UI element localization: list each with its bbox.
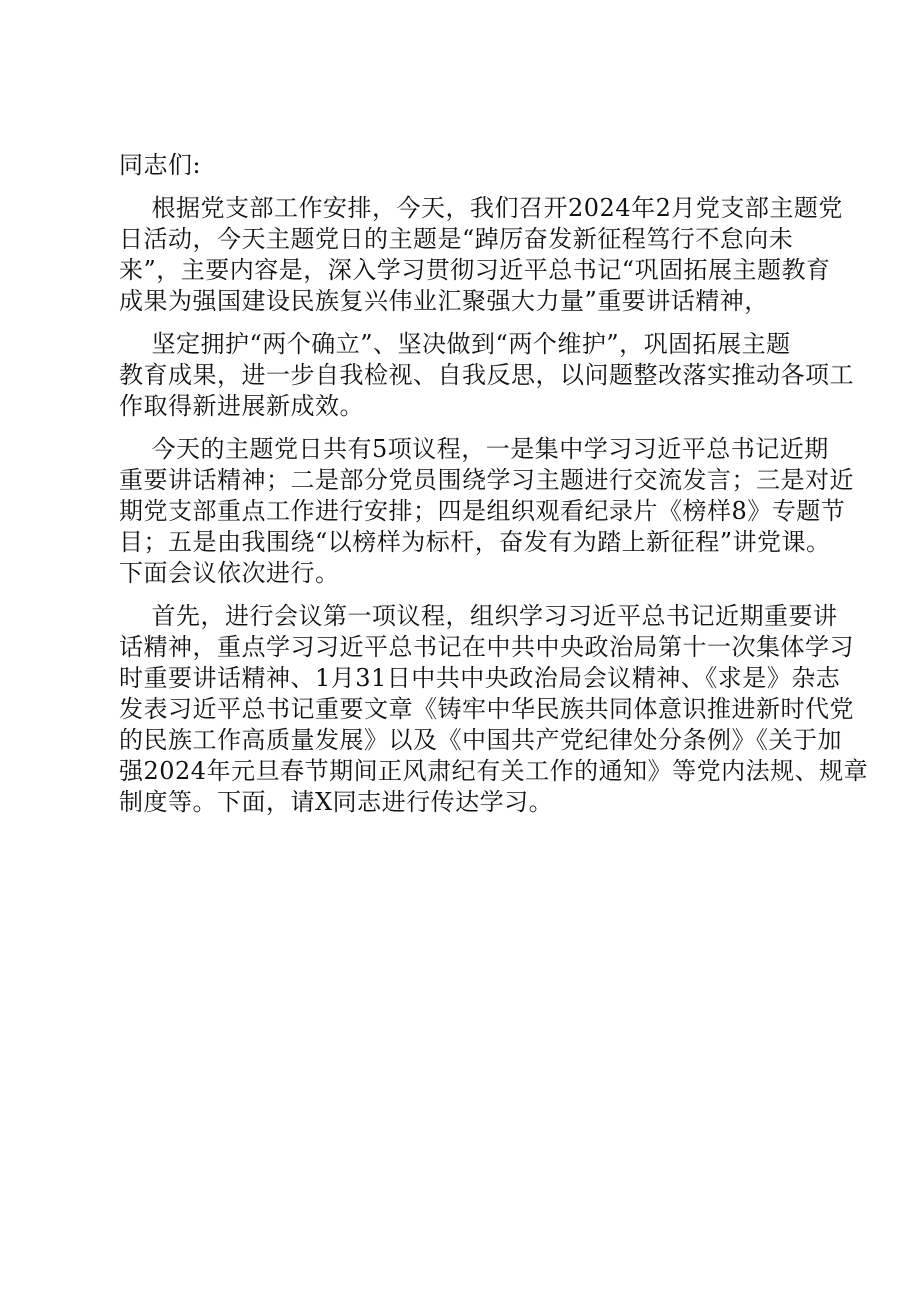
- paragraph: [119, 434, 854, 589]
- paragraph-line: 成果为强国建设民族复兴伟业汇聚强大力量”重要讲话精神，: [119, 287, 769, 315]
- paragraph: [119, 193, 843, 317]
- paragraph-line: 来”，主要内容是，深入学习贯彻习近平总书记“巩固拓展主题教育: [119, 256, 831, 284]
- paragraph: [119, 601, 869, 818]
- paragraph-line: 时重要讲话精神、1月31日中共中央政治局会议精神、《求是》杂志: [119, 664, 841, 692]
- paragraph-line: 的民族工作高质量发展》以及《中国共产党纪律处分条例》《关于加: [119, 726, 842, 754]
- paragraph-line: 根据党支部工作安排，今天，我们召开2024年2月党支部主题党: [119, 194, 843, 222]
- paragraph-gap: [119, 181, 819, 193]
- paragraph-gap: [119, 422, 819, 434]
- paragraph-list: [119, 193, 869, 818]
- paragraph-gap: [119, 317, 819, 329]
- paragraph: [119, 329, 854, 422]
- paragraph-line: 期党支部重点工作进行安排；四是组织观看纪录片《榜样8》专题节: [119, 497, 846, 525]
- paragraph-line: 作取得新进展新成效。: [119, 392, 364, 420]
- paragraph-line: 日活动，今天主题党日的主题是“踔厉奋发新征程笃行不怠向未: [119, 225, 794, 253]
- paragraph-line: 下面会议依次进行。: [119, 559, 340, 587]
- paragraph-line: 发表习近平总书记重要文章《铸牢中华民族共同体意识推进新时代党: [119, 695, 854, 723]
- paragraph-line: 坚定拥护“两个确立”、坚决做到“两个维护”，巩固拓展主题: [119, 330, 791, 358]
- paragraph-gap: [119, 589, 819, 601]
- paragraph-line: 强2024年元旦春节期间正风肃纪有关工作的通知》等党内法规、规章: [119, 757, 869, 785]
- paragraph-line: 目；五是由我围绕“以榜样为标杆，奋发有为踏上新征程”讲党课。: [119, 528, 831, 556]
- salutation: 同志们:: [119, 151, 202, 179]
- paragraph-line: 重要讲话精神；二是部分党员围绕学习主题进行交流发言；三是对近: [119, 466, 854, 494]
- document-body: [119, 150, 869, 818]
- paragraph-line: 首先，进行会议第一项议程，组织学习习近平总书记近期重要讲: [119, 602, 838, 630]
- paragraph-line: 制度等。下面，请X同志进行传达学习。: [119, 788, 554, 816]
- paragraph-line: 今天的主题党日共有5项议程，一是集中学习习近平总书记近期: [119, 435, 829, 463]
- paragraph-line: 教育成果，进一步自我检视、自我反思，以问题整改落实推动各项工: [119, 361, 854, 389]
- paragraph-line: 话精神，重点学习习近平总书记在中共中央政治局第十一次集体学习: [119, 633, 854, 661]
